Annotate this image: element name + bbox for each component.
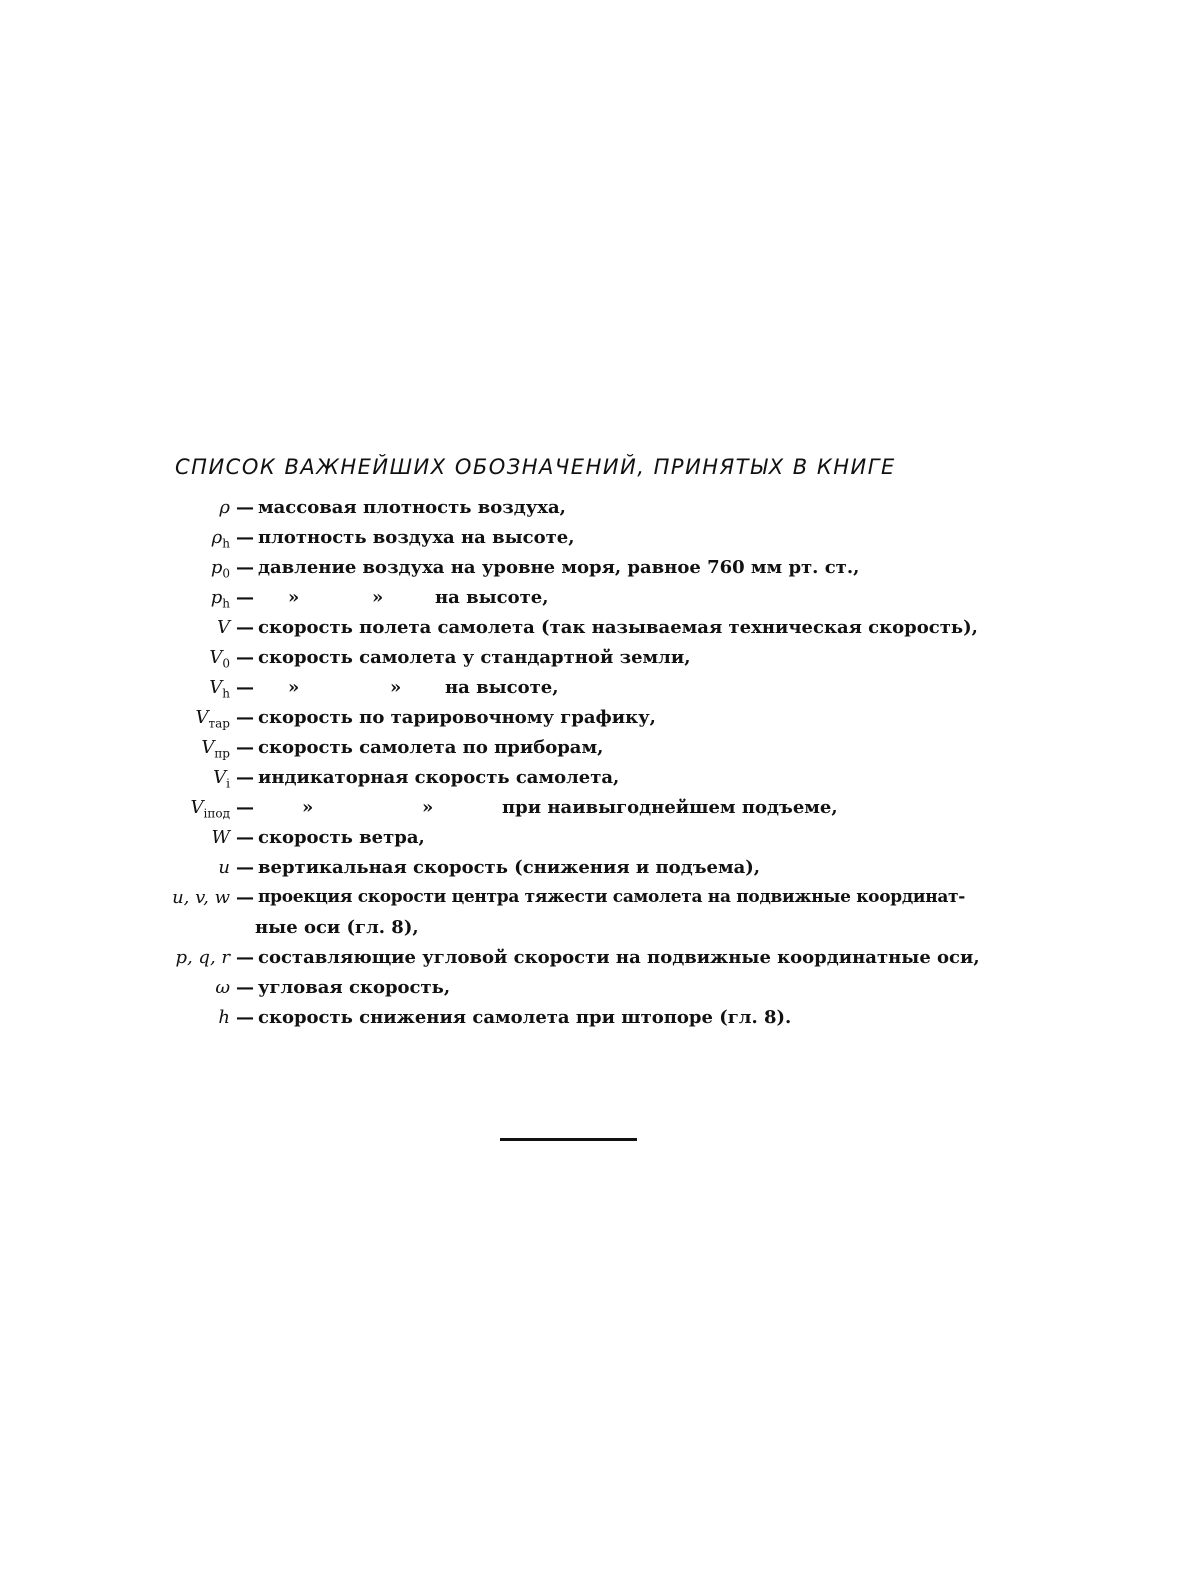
notation-description: скорость по тарировочному графику, [258,707,656,728]
notation-entry: W — скорость ветра, [110,827,1010,857]
notation-description: давление воздуха на уровне моря, равное 760 мм рт. ст., [258,557,860,578]
notation-description: проекция скорости центра тяжести самолета на подвижные координат- [258,887,966,907]
notation-description: на высоте, [445,677,559,698]
ditto-mark: » [288,587,300,608]
notation-entry: $p_0$ — давление воздуха на уровне моря, равное 760 мм рт. ст., [110,557,1010,587]
ditto-mark: » [288,677,300,698]
notation-description: скорость ветра, [258,827,425,848]
notation-symbol: $V_h$ [209,677,230,701]
notation-description-continuation: ные оси (гл. 8), [255,917,419,938]
notation-description: скорость снижения самолета при штопоре (гл. 8). [258,1007,792,1028]
notation-entry: ω — угловая скорость, [110,977,1010,1007]
notation-description: вертикальная скорость (снижения и подъема), [258,857,761,878]
notation-entry: $V_{iпод}$ — » » при наивыгоднейшем подъеме, [110,797,1010,827]
ditto-mark: » [390,677,402,698]
notation-description: составляющие угловой скорости на подвижные координатные оси, [258,947,980,968]
notation-entry: u — вертикальная скорость (снижения и подъема), [110,857,1010,887]
notation-symbol: $p_0$ [210,557,230,581]
ditto-mark: » [422,797,434,818]
notation-symbol: $V_{iпод}$ [190,797,230,821]
notation-entry: $V_{пр}$ — скорость самолета по приборам, [110,737,1010,767]
notation-symbol: u, v, w [172,887,230,908]
notation-entry: $V_h$ — » » на высоте, [110,677,1010,707]
notation-entry: p, q, r — составляющие угловой скорости на подвижные координатные оси, [110,947,1010,977]
notation-entry: V — скорость полета самолета (так называемая техническая скорость), [110,617,1010,647]
notation-description: угловая скорость, [258,977,451,998]
notation-description: индикаторная скорость самолета, [258,767,620,788]
ditto-mark: » [302,797,314,818]
notation-description: скорость самолета по приборам, [258,737,604,758]
notation-entry: u, v, w — проекция скорости центра тяжести самолета на подвижные координат- [110,887,1030,917]
notation-symbol: $V_{тар}$ [195,707,230,731]
notation-symbol: u [218,857,230,878]
ditto-mark: » [372,587,384,608]
notation-description: массовая плотность воздуха, [258,497,566,518]
notation-entry: $p_h$ — » » на высоте, [110,587,1010,617]
page-title: СПИСОК ВАЖНЕЙШИХ ОБОЗНАЧЕНИЙ, ПРИНЯТЫХ В КНИГЕ [175,455,896,479]
notation-entry: h — скорость снижения самолета при штопоре (гл. 8). [110,1007,1010,1037]
notation-symbol: ω [215,977,230,998]
notation-symbol: $V_0$ [209,647,230,671]
notation-description: скорость полета самолета (так называемая техническая скорость), [258,617,978,638]
notation-symbol: h [218,1007,230,1028]
notation-description: скорость самолета у стандартной земли, [258,647,691,668]
notation-entry: $V_0$ — скорость самолета у стандартной земли, [110,647,1010,677]
notation-description: плотность воздуха на высоте, [258,527,575,548]
notation-entry: $V_i$ — индикаторная скорость самолета, [110,767,1010,797]
notation-symbol: $p_h$ [210,587,230,611]
notation-description: на высоте, [435,587,549,608]
notation-entry: ρ — массовая плотность воздуха, [110,497,1010,527]
notation-symbol: p, q, r [175,947,230,968]
notation-description: при наивыгоднейшем подъеме, [502,797,838,818]
notation-symbol: $\rho_h$ [211,527,230,551]
notation-symbol: V [217,617,230,638]
section-divider-rule [500,1138,637,1141]
notation-entry: $\rho_h$ — плотность воздуха на высоте, [110,527,1010,557]
notation-entry: $V_{тар}$ — скорость по тарировочному графику, [110,707,1010,737]
notation-symbol: $V_{пр}$ [201,737,230,761]
notation-symbol: ρ [219,497,230,518]
notation-symbol: $V_i$ [213,767,230,791]
notation-symbol: W [211,827,230,848]
